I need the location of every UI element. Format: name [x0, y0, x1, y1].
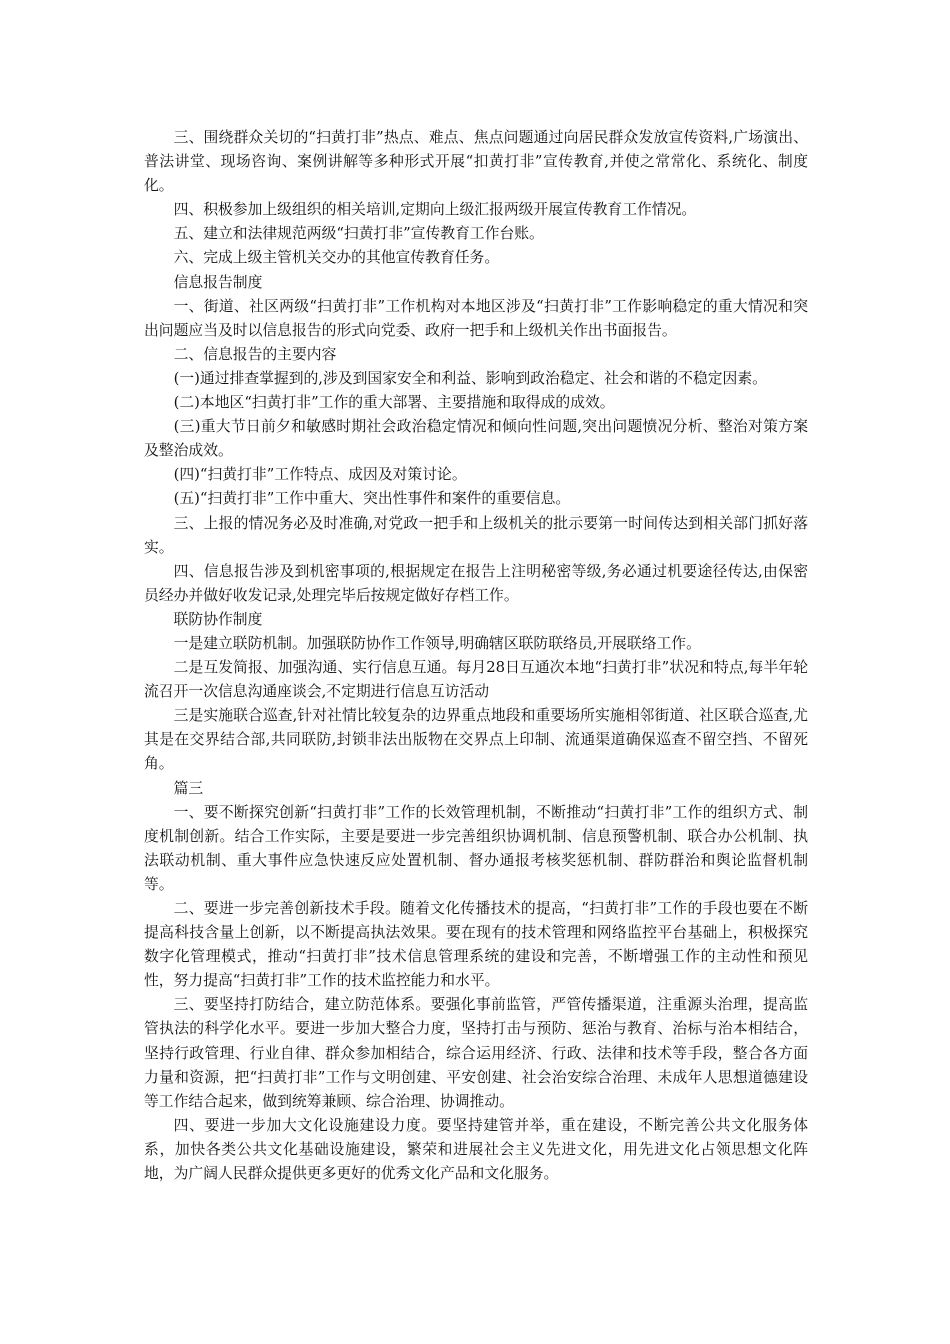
paragraph: 三是实施联合巡查,针对社情比较复杂的边界重点地段和重要场所实施相邻街道、社区联合巡查,尤其是在交界结合部,共同联防,封锁非法出版物在交界点上印制、流通渠道确保巡查不留空挡、不留死角。 — [144, 707, 808, 773]
paragraph: 一、街道、社区两级“扫黄打非”工作机构对本地区涉及“扫黄打非”工作影响稳定的重大情况和突出问题应当及时以信息报告的形式向党委、政府一把手和上级机关作出书面报告。 — [144, 297, 808, 339]
paragraph: 四、积极参加上级组织的相关培训,定期向上级汇报两级开展宣传教育工作情况。 — [173, 201, 697, 219]
document-body — [144, 126, 808, 1186]
paragraph: 一是建立联防机制。加强联防协作工作领导,明确辖区联防联络员,开展联络工作。 — [173, 634, 701, 652]
paragraph: 二、要进一步完善创新技术手段。随着文化传播技术的提高，“扫黄打非”工作的手段也要在不断提高科技含量上创新，以不断提高执法效果。要在现有的技术管理和网络监控平台基础上，积极探究数字化管理模式，推动“扫黄打非”技术信息管理系统的建设和完善，不断增强工作的主动性和预见性，努力提高“扫黄打非”工作的技术监控能力和水平。 — [144, 900, 808, 990]
paragraph: 二、信息报告的主要内容 — [173, 345, 337, 363]
paragraph: 三、围绕群众关切的“扫黄打非”热点、难点、焦点问题通过向居民群众发放宣传资料,广场演出、普法讲堂、现场咨询、案例讲解等多种形式开展“扣黄打非”宣传教育,并使之常常化、系统化、制度化。 — [144, 129, 808, 195]
paragraph: 四、信息报告涉及到机密事项的,根据规定在报告上注明秘密等级,务必通过机要途径传达,由保密员经办并做好收发记录,处理完毕后按规定做好存档工作。 — [144, 562, 808, 604]
paragraph: (四)“扫黄打非”工作特点、成因及对策讨论。 — [173, 466, 467, 484]
section-heading: 篇三 — [173, 779, 204, 797]
paragraph: 四、要进一步加大文化设施建设力度。要坚持建管并举，重在建设，不断完善公共文化服务体系，加快各类公共文化基础设施建设，繁荣和进展社会主义先进文化，用先进文化占领思想文化阵地，为广阔人民群众提供更多更好的优秀文化产品和文化服务。 — [144, 1116, 808, 1183]
paragraph: (一)通过排查掌握到的,涉及到国家安全和利益、影响到政治稳定、社会和谐的不稳定因素。 — [173, 369, 767, 387]
paragraph: 二是互发简报、加强沟通、实行信息互通。每月28日互通次本地“扫黄打非”状况和特点,每半年轮流召开一次信息沟通座谈会,不定期进行信息互访活动 — [144, 659, 808, 701]
paragraph: (二)本地区“扫黄打非”工作的重大部署、主要措施和取得成的成效。 — [173, 394, 615, 412]
paragraph: 五、建立和法律规范两级“扫黄打非”宣传教育工作台账。 — [173, 225, 544, 243]
paragraph: (五)“扫黄打非”工作中重大、突出性事件和案件的重要信息。 — [173, 490, 571, 508]
section-heading: 联防协作制度 — [173, 610, 263, 628]
paragraph: 三、要坚持打防结合，建立防范体系。要强化事前监管，严管传播渠道，注重源头治理，提高监管执法的科学化水平。要进一步加大整合力度，坚持打击与预防、惩治与教育、治标与治本相结合，坚持行政管理、行业自律、群众参加相结合，综合运用经济、行政、法律和技术等手段，整合各方面力量和资源，把“扫黄打非”工作与文明创建、平安创建、社会治安综合治理、未成年人思想道德建设等工作结合起来，做到统筹兼顾、综合治理、协调推动。 — [144, 996, 808, 1110]
section-heading: 信息报告制度 — [173, 273, 263, 291]
paragraph: 六、完成上级主管机关交办的其他宣传教育任务。 — [173, 249, 500, 267]
paragraph: 三、上报的情况务必及时准确,对党政一把手和上级机关的批示要第一时间传达到相关部门抓好落实。 — [144, 514, 808, 556]
paragraph: (三)重大节日前夕和敏感时期社会政治稳定情况和倾向性问题,突出问题愤况分析、整治对策方案及整治成效。 — [144, 418, 808, 460]
paragraph: 一、要不断探究创新“扫黄打非”工作的长效管理机制，不断推动“扫黄打非”工作的组织方式、制度机制创新。结合工作实际，主要是要进一步完善组织协调机制、信息预警机制、联合办公机制、执法联动机制、重大事件应急快速反应处置机制、督办通报考核奖惩机制、群防群治和舆论监督机制等。 — [144, 803, 808, 893]
